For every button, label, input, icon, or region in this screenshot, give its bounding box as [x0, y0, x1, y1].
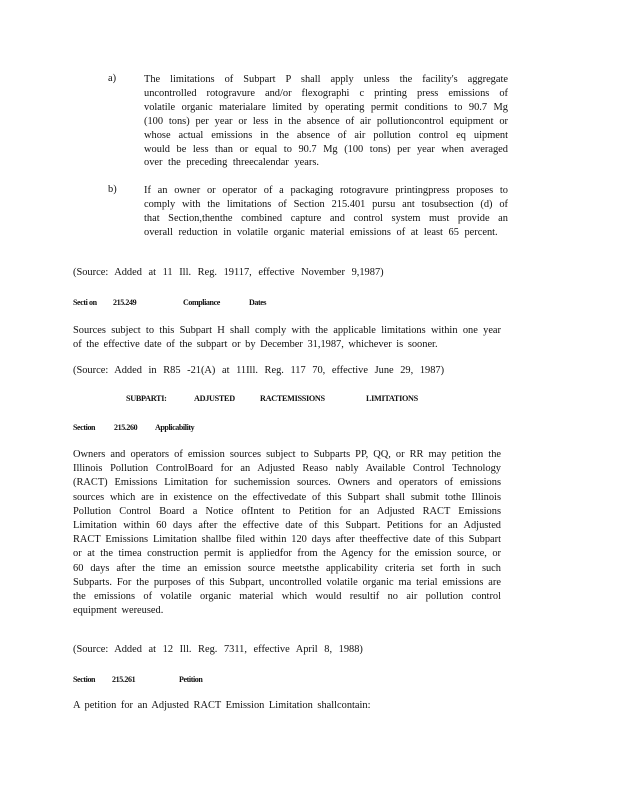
section-number: 215.249 — [113, 298, 137, 307]
section-number: 215.261 — [112, 675, 136, 684]
section-label: Section — [73, 423, 96, 432]
subpart-word: SUBPARTI: — [126, 394, 167, 403]
subpart-word: LIMITATIONS — [366, 394, 418, 403]
list-item-a — [108, 73, 508, 170]
source-note: (Source: Added in R85 -21(A) at 11Ill. Reg. 117 70, effective June 29, 1987) — [73, 365, 445, 376]
section-heading-261 — [73, 675, 202, 684]
section-heading-260 — [73, 423, 194, 432]
list-item-b — [108, 184, 508, 240]
subpart-word: RACTEMISSIONS — [260, 394, 325, 403]
source-note: (Source: Added at 12 Ill. Reg. 7311, effective April 8, 1988) — [73, 644, 363, 655]
section-heading-249 — [73, 298, 266, 307]
paragraph-260: Owners and operators of emission sources subject to Subparts PP, QQ, or RR may petition the Illinois Pollution ControlBoard for an Adjusted Reaso nably Available Control Technology (RACT) Emissions Limitation for suchemission sources. Owners and operators of emissions sources which are in existence on the effectivedate of this Subpart shall submit tothe Illinois Pollution Control Board a Notice ofIntent to Petition for an Adjusted RACT Emissions Limitation within 60 days after the effective date of this Subpart. Petitions for an Adjusted RACT Emissions Limitation shallbe filed within 120 days after theeffective date of this Subpart or at the timea construction permit is appliedfor from the Agency for the emission source, or 60 days after the time an emission source meetsthe applicability criteria set forth in such Subparts. For the purposes of this Subpart, uncontrolled volatile organic ma terial emissions are the emissions of volatile organic material which would resultif no air pollution control equipment wereused. — [73, 449, 501, 617]
section-label: Secti on — [73, 298, 97, 307]
section-title: Applicability — [155, 423, 195, 432]
paragraph-261: A petition for an Adjusted RACT Emission Limitation shallcontain: — [73, 700, 371, 711]
section-title: Compliance — [183, 298, 220, 307]
section-number: 215.260 — [114, 423, 138, 432]
list-marker: a) — [108, 73, 117, 84]
section-title-2: Dates — [249, 298, 267, 307]
paragraph-249: Sources subject to this Subpart H shall comply with the applicable limitations within one year of the effective date of the subpart or by December 31,1987, whichever is sooner. — [73, 325, 501, 351]
list-item-text: The limitations of Subpart P shall apply unless the facility's aggregate uncontrolled rotogravure and/or flexographi c printing press emissions of volatile organic materialare limited by operating permit conditions to 90.7 Mg (100 tons) per year or less in the absence of air pollutioncontrol equipment or whose actual emissions in the absence of air pollution control eq uipment would be less than or equal to 90.7 Mg (100 tons) per year when averaged over the preceding threecalendar years. — [144, 74, 508, 169]
source-note: (Source: Added at 11 Ill. Reg. 19117, effective November 9,1987) — [73, 267, 384, 278]
subpart-word: ADJUSTED — [194, 394, 235, 403]
section-label: Section — [73, 675, 96, 684]
list-item-text: If an owner or operator of a packaging rotogravure printingpress proposes to comply with the limitations of Section 215.401 pursu ant tosubsection (d) of that Section,thenthe combined capture and control system must provide an overall reduction in volatile organic material emissions of at least 65 percent. — [144, 185, 508, 238]
section-title: Petition — [179, 675, 203, 684]
list-marker: b) — [108, 184, 117, 195]
